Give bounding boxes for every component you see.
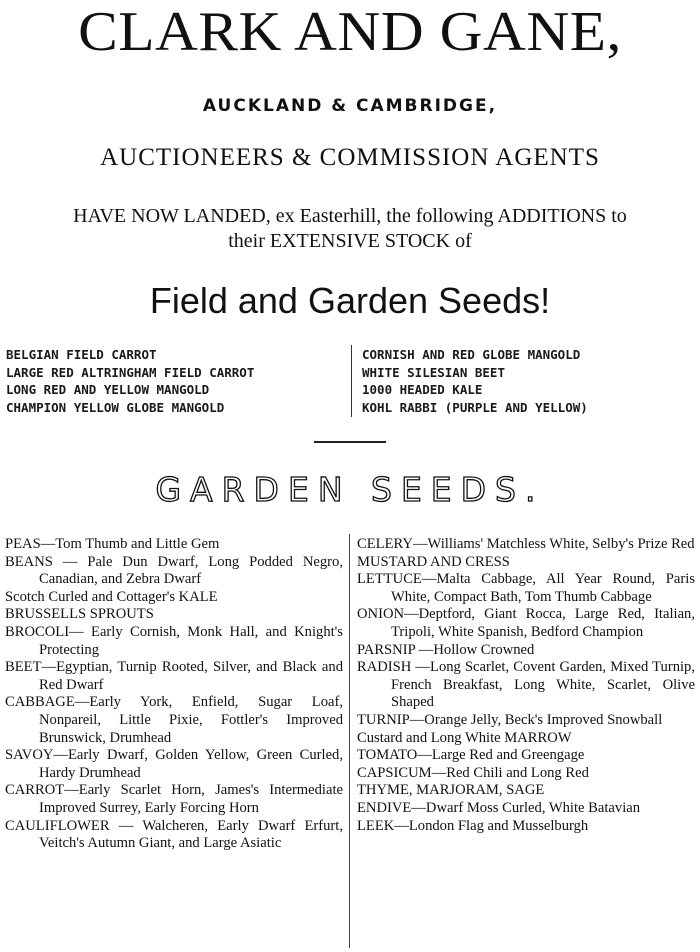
field-seed-item: KOHL RABBI (PURPLE AND YELLOW) (362, 399, 588, 415)
column-divider (349, 534, 350, 948)
garden-seed-entry: BRUSSELLS SPROUTS (5, 606, 154, 623)
firm-name-title: CLARK AND GANE, (78, 1, 622, 63)
agents-heading: AUCTIONEERS & COMMISSION AGENTS (100, 144, 600, 171)
garden-seeds-left-column (5, 536, 343, 853)
field-seed-item: BELGIAN FIELD CARROT (6, 347, 157, 362)
garden-seed-entry: Custard and Long White MARROW (357, 729, 572, 746)
seeds-heading: Field and Garden Seeds! (149, 280, 551, 321)
garden-seed-entry: PARSNIP —Hollow Crowned (357, 641, 535, 658)
field-seed-item: LARGE RED ALTRINGHAM FIELD CARROT (6, 364, 255, 380)
field-seed-item: WHITE SILESIAN BEET (362, 364, 505, 380)
field-seeds-right-list (362, 346, 694, 416)
field-seed-item: LONG RED AND YELLOW MANGOLD (6, 382, 210, 397)
locations-subtitle: AUCKLAND & CAMBRIDGE, (202, 96, 498, 116)
field-seeds-divider (351, 345, 352, 417)
garden-seed-entry: BEET—Egyptian, Turnip Rooted, Silver, and Black and Red Dwarf (5, 659, 343, 693)
garden-seed-entry: TURNIP—Orange Jelly, Beck's Improved Snowball (357, 711, 663, 728)
garden-seed-entry: SAVOY—Early Dwarf, Golden Yellow, Green Curled, Hardy Drumhead (5, 747, 343, 781)
garden-seed-entry: THYME, MARJORAM, SAGE (357, 782, 545, 799)
landed-line-1: HAVE NOW LANDED, ex Easterhill, the following ADDITIONS to (73, 205, 627, 227)
garden-seed-entry: CELERY—Williams' Matchless White, Selby's Prize Red (357, 536, 695, 552)
field-seed-item: CHAMPION YELLOW GLOBE MANGOLD (6, 399, 225, 415)
field-seed-item: CORNISH AND RED GLOBE MANGOLD (362, 347, 581, 362)
garden-seed-entry: BEANS — Pale Dun Dwarf, Long Podded Negro, Canadian, and Zebra Dwarf (5, 553, 343, 588)
garden-seed-entry: Scotch Curled and Cottager's KALE (5, 588, 218, 605)
section-rule (314, 441, 386, 443)
garden-seed-entry: BROCOLI— Early Cornish, Monk Hall, and Knight's Protecting (5, 623, 343, 658)
garden-seed-entry: LETTUCE—Malta Cabbage, All Year Round, Paris White, Compact Bath, Tom Thumb Cabbage (357, 571, 695, 605)
garden-seed-entry: CAULIFLOWER — Walcheren, Early Dwarf Erfurt, Veitch's Autumn Giant, and Large Asiatic (5, 817, 343, 852)
garden-seed-entry: RADISH —Long Scarlet, Covent Garden, Mixed Turnip, French Breakfast, Long White, Scarlet, Olive Shaped (357, 659, 695, 711)
field-seeds-left-list (6, 346, 344, 416)
garden-seed-entry: LEEK—London Flag and Musselburgh (357, 817, 589, 834)
garden-seed-entry: TOMATO—Large Red and Greengage (357, 747, 585, 764)
garden-seed-entry: CARROT—Early Scarlet Horn, James's Intermediate Improved Surrey, Early Forcing Horn (5, 782, 343, 816)
garden-seed-entry: MUSTARD AND CRESS (357, 553, 510, 570)
garden-seed-entry: ENDIVE—Dwarf Moss Curled, White Batavian (357, 799, 641, 816)
garden-seeds-heading: GARDEN SEEDS. (155, 470, 545, 509)
landed-line-2: their EXTENSIVE STOCK of (228, 230, 472, 252)
field-seed-item: 1000 HEADED KALE (362, 382, 483, 397)
garden-seed-entry: PEAS—Tom Thumb and Little Gem (5, 536, 220, 552)
garden-seed-entry: CABBAGE—Early York, Enfield, Sugar Loaf, Nonpareil, Little Pixie, Fottler's Improved Brunswick, Drumhead (5, 694, 343, 746)
garden-seeds-right-column (357, 536, 695, 835)
garden-seed-entry: CAPSICUM—Red Chili and Long Red (357, 764, 589, 781)
garden-seed-entry: ONION—Deptford, Giant Rocca, Large Red, Italian, Tripoli, White Spanish, Bedford Champion (357, 606, 695, 640)
